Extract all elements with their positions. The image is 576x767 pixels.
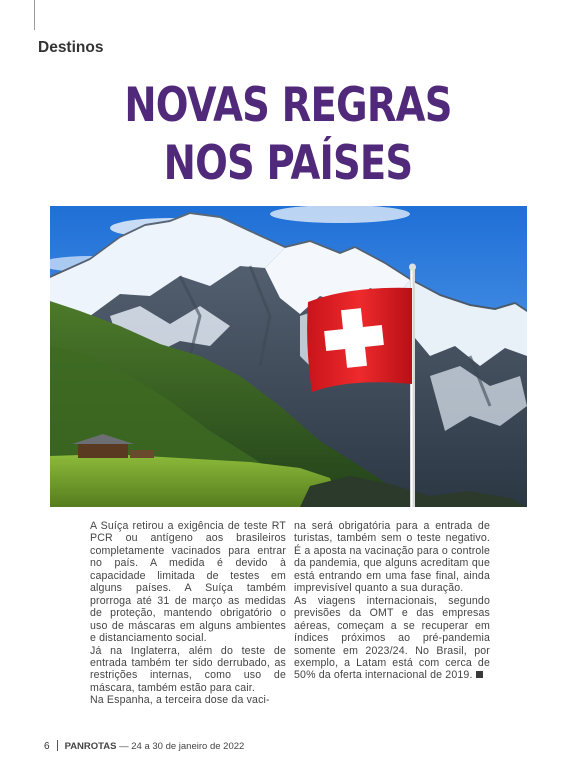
swiss-flag-icon xyxy=(307,288,412,392)
footer-brand: PANROTAS xyxy=(64,741,117,752)
end-mark-icon xyxy=(476,671,483,678)
paragraph: A Suíça retirou a exigência de teste RT PCR ou antígeno aos brasileiros completamente vacinados para entrar no país. A medida é devido à capacidade limitada de testes em alguns países. A Suíça também prorroga até 31 de março as medidas de proteção, mantendo obrigatório o uso de máscaras em alguns ambientes e distanciamento social. xyxy=(90,520,286,645)
headline-line-2: NOS PAÍSES xyxy=(163,136,413,191)
paragraph: Já na Inglaterra, além do teste de entrada também ter sido derrubado, as restrições internas, como uso de máscara, também estão para cair. xyxy=(90,644,286,694)
paragraph-final xyxy=(294,595,490,682)
mountain-flag-photo xyxy=(50,206,527,507)
footer-divider xyxy=(57,740,58,751)
headline-line-1: NOVAS REGRAS xyxy=(124,78,452,133)
footer-dash: — xyxy=(119,741,129,752)
article-column-2 xyxy=(294,520,490,682)
paragraph: Na Espanha, a terceira dose da vaci- xyxy=(90,694,270,707)
footer-date: 24 a 30 de janeiro de 2022 xyxy=(131,741,245,752)
paragraph: na será obrigatória para a entrada de turistas, também sem o teste negativo. É a aposta na vacinação para o controle da pandemia, que alguns acreditam que está entrando em uma fase final, ainda imprevisível quanto a sua duração. xyxy=(294,520,490,595)
article-column-1 xyxy=(90,520,286,707)
paragraph-text: As viagens internacionais, segundo previsões da OMT e das empresas aéreas, começam a se recuperar em índices próximos ao pré-pandemia somente em 2023/24. No Brasil, por exemplo, a Latam está com cerca de 50% da oferta internacional de 2019. xyxy=(294,594,490,682)
section-label: Destinos xyxy=(38,39,104,56)
page-footer xyxy=(44,740,244,752)
top-rule xyxy=(34,0,35,30)
page-number: 6 xyxy=(44,741,50,752)
